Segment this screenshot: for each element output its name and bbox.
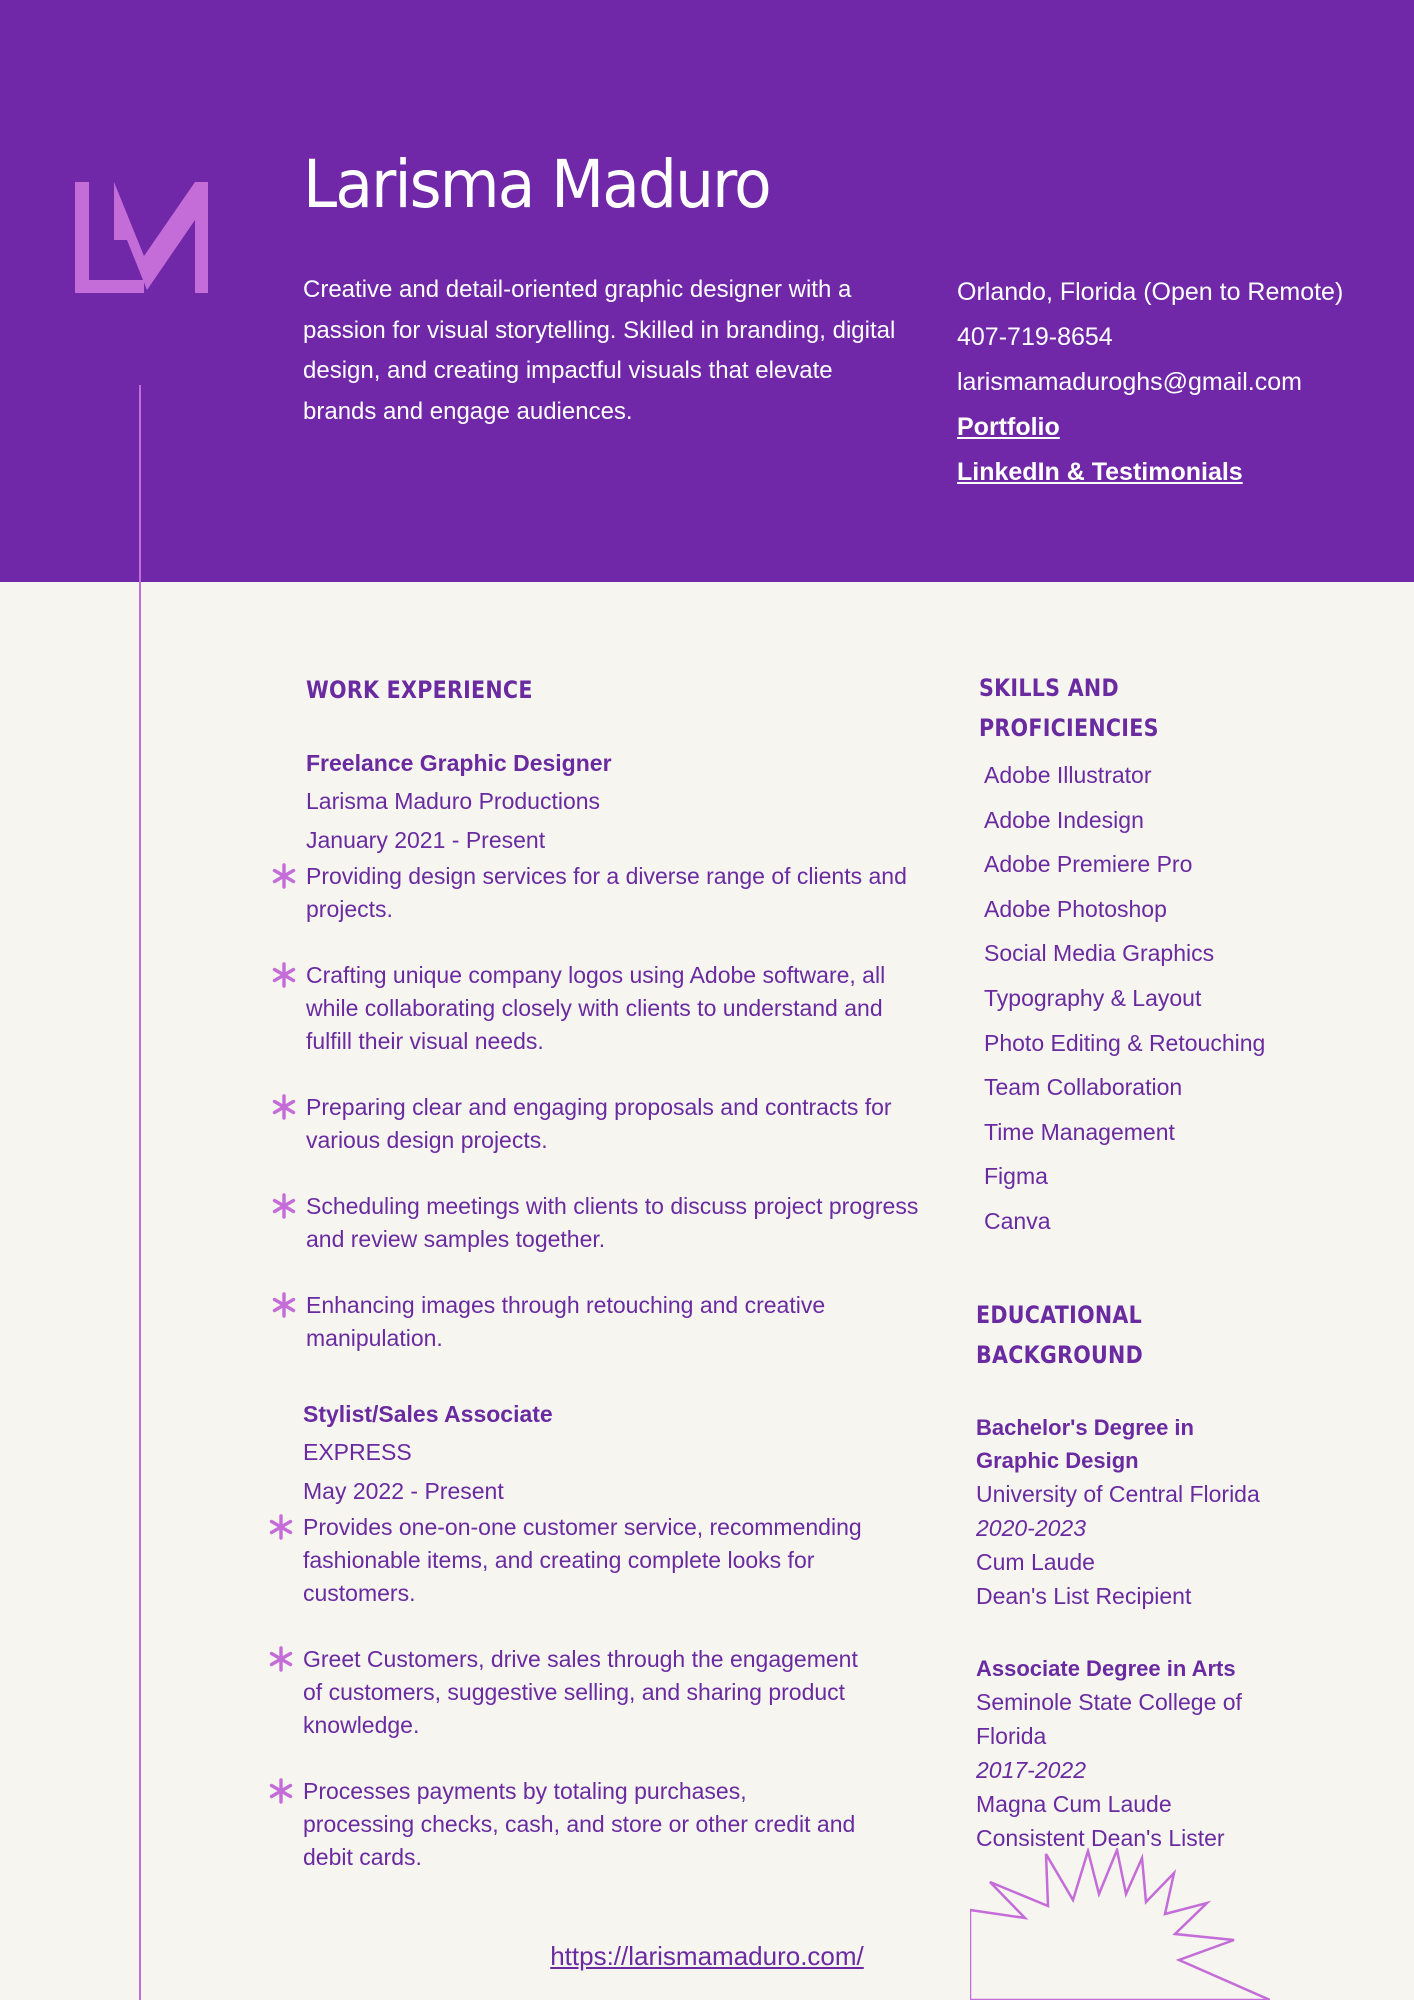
skill-item: Photo Editing & Retouching [984, 1029, 1266, 1056]
portfolio-link[interactable]: Portfolio [957, 413, 1060, 441]
bullet-item [306, 1091, 926, 1157]
contact-email: larismamaduroghs@gmail.com [957, 368, 1302, 396]
asterisk-icon [271, 1094, 297, 1120]
skill-item: Adobe Premiere Pro [984, 851, 1193, 878]
bullet-text: Crafting unique company logos using Adobe software, all while collaborating closely with clients to understand and fulfill their visual needs. [306, 962, 886, 1054]
skill-item: Social Media Graphics [984, 940, 1215, 967]
education-entry [976, 1411, 1296, 1613]
skill-item: Team Collaboration [984, 1074, 1183, 1101]
skill-item: Adobe Illustrator [984, 762, 1152, 788]
asterisk-icon [268, 1514, 294, 1540]
degree-honor: Magna Cum Laude [976, 1791, 1172, 1817]
job-dates: May 2022 - Present [303, 1478, 504, 1504]
bullet-item [306, 1289, 926, 1355]
job-dates: January 2021 - Present [306, 827, 546, 853]
asterisk-icon [271, 962, 297, 988]
school-name-line1: Seminole State College of [976, 1689, 1242, 1715]
bullet-text: Providing design services for a diverse range of clients and projects. [306, 863, 907, 922]
bullet-text: Enhancing images through retouching and creative manipulation. [306, 1292, 826, 1351]
skill-item: Adobe Photoshop [984, 895, 1167, 922]
school-name-line2: Florida [976, 1723, 1047, 1749]
skill-item: Typography & Layout [984, 984, 1202, 1011]
skills-heading-line2: PROFICIENCIES [979, 714, 1159, 742]
bullet-text: Scheduling meetings with clients to discuss project progress and review samples together. [306, 1193, 919, 1252]
school-name: University of Central Florida [976, 1481, 1260, 1507]
skills-heading [979, 668, 1159, 748]
skill-item: Canva [984, 1207, 1051, 1234]
skill-item: Adobe Indesign [984, 806, 1144, 833]
bullet-text: Greet Customers, drive sales through the engagement of customers, suggestive selling, and sharing product knowledge. [303, 1646, 858, 1738]
vertical-divider [139, 385, 141, 2000]
bullet-item [306, 959, 926, 1058]
degree-honor: Cum Laude [976, 1549, 1095, 1575]
website-link[interactable]: https://larismamaduro.com/ [550, 1941, 864, 1971]
degree-years: 2020-2023 [976, 1515, 1086, 1541]
bullet-text: Provides one-on-one customer service, recommending fashionable items, and creating complete looks for customers. [303, 1514, 862, 1606]
job-title: Freelance Graphic Designer [306, 750, 612, 776]
job-title: Stylist/Sales Associate [303, 1401, 553, 1427]
starburst-icon [970, 1848, 1270, 2000]
degree-title-line1: Bachelor's Degree in [976, 1415, 1194, 1440]
job-company: Larisma Maduro Productions [306, 788, 601, 814]
education-heading-line2: BACKGROUND [976, 1341, 1143, 1369]
degree-title-line2: Graphic Design [976, 1448, 1139, 1473]
degree-years: 2017-2022 [976, 1757, 1086, 1783]
education-heading-line1: EDUCATIONAL [976, 1301, 1143, 1329]
lm-monogram-logo [72, 180, 212, 296]
skills-list [984, 753, 1265, 1244]
education-heading [976, 1295, 1143, 1375]
asterisk-icon [268, 1646, 294, 1672]
asterisk-icon [271, 1193, 297, 1219]
degree-honor: Consistent Dean's Lister [976, 1825, 1225, 1851]
bullet-item [303, 1511, 863, 1610]
contact-location: Orlando, Florida (Open to Remote) [957, 278, 1344, 306]
asterisk-icon [271, 1292, 297, 1318]
asterisk-icon [268, 1778, 294, 1804]
bullet-item [303, 1643, 863, 1742]
job-entry [306, 744, 926, 1388]
linkedin-link[interactable]: LinkedIn & Testimonials [957, 458, 1243, 486]
degree-honor: Dean's List Recipient [976, 1583, 1192, 1609]
bullet-text: Processes payments by totaling purchases, processing checks, cash, and store or other credit and debit cards. [303, 1778, 856, 1870]
education-entry [976, 1652, 1296, 1855]
website-footer [0, 1938, 1414, 1974]
job-company: EXPRESS [303, 1439, 412, 1465]
profile-summary: Creative and detail-oriented graphic designer with a passion for visual storytelling. Skilled in branding, digital design, and creating impactful visuals that elevate brands and engage audiences. [303, 276, 896, 425]
asterisk-icon [271, 863, 297, 889]
job-bullets [306, 860, 926, 1355]
bullet-item [306, 1190, 926, 1256]
bullet-item [303, 1775, 863, 1874]
job-bullets [303, 1511, 863, 1874]
contact-phone: 407-719-8654 [957, 323, 1113, 351]
skills-heading-line1: SKILLS AND [979, 674, 1119, 702]
degree-title-line1: Associate Degree in Arts [976, 1656, 1236, 1681]
skill-item: Time Management [984, 1118, 1175, 1145]
skill-item: Figma [984, 1163, 1048, 1190]
work-experience-heading: WORK EXPERIENCE [306, 676, 533, 704]
job-entry [303, 1395, 863, 1907]
header-banner [0, 0, 1414, 582]
bullet-text: Preparing clear and engaging proposals and contracts for various design projects. [306, 1094, 892, 1153]
candidate-name: Larisma Maduro [303, 146, 770, 223]
bullet-item [306, 860, 926, 926]
contact-block [957, 270, 1397, 495]
